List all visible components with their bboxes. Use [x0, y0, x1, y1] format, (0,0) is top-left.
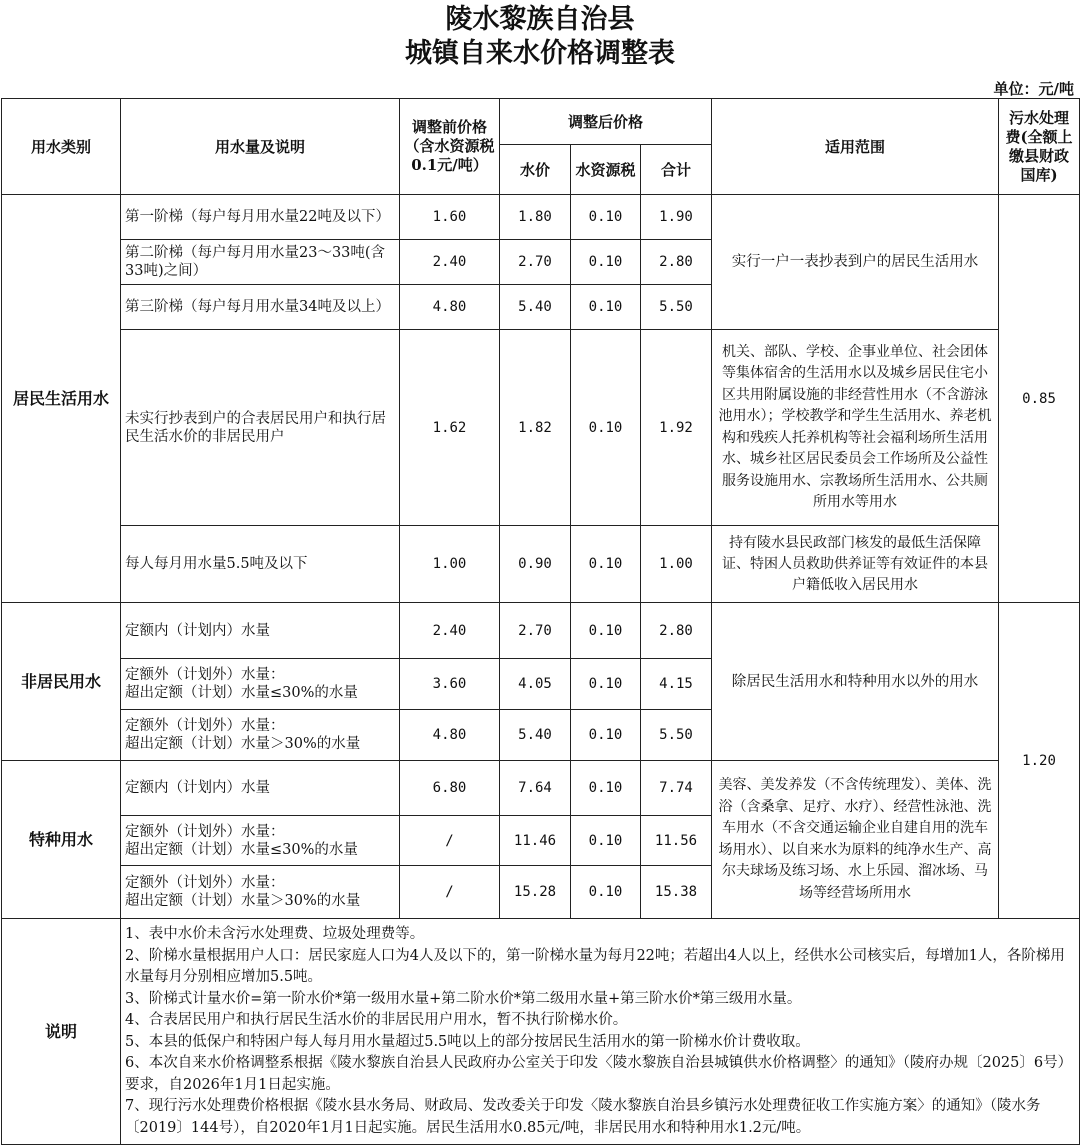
total-price: 1.00 [641, 526, 712, 603]
resource-tax: 0.10 [571, 330, 641, 526]
resource-tax: 0.10 [571, 195, 641, 240]
page-subtitle: 城镇自来水价格调整表 [405, 38, 675, 69]
total-price: 5.50 [641, 285, 712, 330]
water-price: 2.70 [500, 240, 571, 285]
before-price: / [400, 816, 500, 866]
water-price: 4.05 [500, 659, 571, 710]
header-total: 合计 [641, 145, 712, 195]
header-row-1 [2, 99, 1080, 145]
usage-desc: 第一阶梯（每户每月用水量22吨及以下） [121, 195, 400, 240]
resource-tax: 0.10 [571, 710, 641, 761]
usage-desc: 定额外（计划外）水量： 超出定额（计划）水量≤30%的水量 [121, 659, 400, 710]
water-price: 5.40 [500, 285, 571, 330]
sewage-fee-nonresident-special: 1.20 [999, 603, 1080, 919]
notes-content [121, 919, 1080, 1145]
header-after-price: 调整后价格 [500, 99, 712, 145]
note-item: 3、阶梯式计量水价=第一阶水价*第一级用水量+第二阶水价*第二级用水量+第三阶水价*第三级用水量。 [125, 990, 802, 1007]
water-price: 5.40 [500, 710, 571, 761]
total-price: 11.56 [641, 816, 712, 866]
total-price: 1.92 [641, 330, 712, 526]
table-row [2, 195, 1080, 240]
water-price: 0.90 [500, 526, 571, 603]
price-table [1, 98, 1080, 1145]
before-price: 4.80 [400, 285, 500, 330]
usage-desc: 定额外（计划外）水量： 超出定额（计划）水量≤30%的水量 [121, 816, 400, 866]
total-price: 2.80 [641, 240, 712, 285]
category-resident: 居民生活用水 [2, 195, 121, 603]
table-row [2, 603, 1080, 659]
before-price: 1.00 [400, 526, 500, 603]
usage-desc: 每人每月用水量5.5吨及以下 [121, 526, 400, 603]
resource-tax: 0.10 [571, 526, 641, 603]
sewage-fee-resident: 0.85 [999, 195, 1080, 603]
usage-desc: 定额内（计划内）水量 [121, 603, 400, 659]
usage-desc: 定额外（计划外）水量： 超出定额（计划）水量＞30%的水量 [121, 866, 400, 919]
total-price: 15.38 [641, 866, 712, 919]
water-price: 11.46 [500, 816, 571, 866]
header-sewage-fee: 污水处理费(全额上缴县财政国库) [999, 99, 1080, 195]
before-price: 1.62 [400, 330, 500, 526]
scope-nonresident: 除居民生活用水和特种用水以外的用水 [712, 603, 999, 761]
table-row [2, 330, 1080, 526]
usage-desc: 未实行抄表到户的合表居民用户和执行居民生活水价的非居民用户 [121, 330, 400, 526]
header-category: 用水类别 [2, 99, 121, 195]
resource-tax: 0.10 [571, 866, 641, 919]
category-special: 特种用水 [2, 761, 121, 919]
resource-tax: 0.10 [571, 659, 641, 710]
before-price: 4.80 [400, 710, 500, 761]
usage-desc: 定额内（计划内）水量 [121, 761, 400, 816]
usage-desc: 定额外（计划外）水量： 超出定额（计划）水量＞30%的水量 [121, 710, 400, 761]
total-price: 5.50 [641, 710, 712, 761]
resource-tax: 0.10 [571, 761, 641, 816]
resource-tax: 0.10 [571, 603, 641, 659]
resource-tax: 0.10 [571, 816, 641, 866]
note-item: 6、本次自来水价格调整系根据《陵水黎族自治县人民政府办公室关于印发〈陵水黎族自治县城镇供水价格调整〉的通知》（陵府办规〔2025〕6号）要求，自2026年1月1日起实施。 [125, 1055, 1073, 1093]
header-usage: 用水量及说明 [121, 99, 400, 195]
table-row [2, 526, 1080, 603]
before-price: 1.60 [400, 195, 500, 240]
before-price: 2.40 [400, 240, 500, 285]
scope-special: 美容、美发养发（不含传统理发）、美体、洗浴（含桑拿、足疗、水疗）、经营性泳池、洗车用水（不含交通运输企业自建自用的洗车场用水）、以自来水为原料的纯净水生产、高尔夫球场及练习场、水上乐园、溜冰场、马场等经营场所用水 [712, 761, 999, 919]
usage-desc: 第二阶梯（每户每月用水量23～33吨(含33吨)之间） [121, 240, 400, 285]
total-price: 7.74 [641, 761, 712, 816]
water-price: 15.28 [500, 866, 571, 919]
note-item: 4、合表居民用户和执行居民生活水价的非居民用户用水，暂不执行阶梯水价。 [125, 1012, 628, 1028]
note-item: 5、本县的低保户和特困户每人每月用水量超过5.5吨以上的部分按居民生活用水的第一阶梯水价计费收取。 [125, 1033, 810, 1050]
water-price: 1.80 [500, 195, 571, 240]
scope-tiered: 实行一户一表抄表到户的居民生活用水 [712, 195, 999, 330]
scope-shared: 机关、部队、学校、企事业单位、社会团体等集体宿舍的生活用水以及城乡居民住宅小区共用附属设施的非经营性用水（不含游泳池用水）；学校教学和学生生活用水、养老机构和残疾人托养机构等社会福利场所生活用水、城乡社区居民委员会工作场所及公益性服务设施用水、宗教场所生活用水、公共厕所用水等用水 [712, 330, 999, 526]
header-before-price: 调整前价格（含水资源税0.1元/吨） [400, 99, 500, 195]
unit-label: 单位：元/吨 [993, 80, 1074, 98]
scope-low-income: 持有陵水县民政部门核发的最低生活保障证、特困人员救助供养证等有效证件的本县户籍低收入居民用水 [712, 526, 999, 603]
total-price: 4.15 [641, 659, 712, 710]
before-price: 6.80 [400, 761, 500, 816]
before-price: 2.40 [400, 603, 500, 659]
before-price: 3.60 [400, 659, 500, 710]
water-price: 1.82 [500, 330, 571, 526]
page-title: 陵水黎族自治县 [445, 4, 635, 35]
note-item: 7、现行污水处理费价格根据《陵水县水务局、财政局、发改委关于印发〈陵水黎族自治县乡镇污水处理费征收工作实施方案〉的通知》（陵水务〔2019〕144号），自2020年1月1日起实施。居民生活用水0.85元/吨，非居民用水和特种用水1.2元/吨。 [125, 1098, 1041, 1136]
notes-row [2, 919, 1080, 1145]
total-price: 1.90 [641, 195, 712, 240]
usage-desc: 第三阶梯（每户每月用水量34吨及以上） [121, 285, 400, 330]
note-item: 2、阶梯水量根据用户人口：居民家庭人口为4人及以下的，第一阶梯水量为每月22吨；若超出4人以上，经供水公司核实后，每增加1人，各阶梯用水量每月分别相应增加5.5吨。 [125, 947, 1065, 985]
water-price: 2.70 [500, 603, 571, 659]
resource-tax: 0.10 [571, 285, 641, 330]
table-row [2, 761, 1080, 816]
header-scope: 适用范围 [712, 99, 999, 195]
notes-label: 说明 [2, 919, 121, 1145]
total-price: 2.80 [641, 603, 712, 659]
header-resource-tax: 水资源税 [571, 145, 641, 195]
category-nonresident: 非居民用水 [2, 603, 121, 761]
before-price: / [400, 866, 500, 919]
water-price: 7.64 [500, 761, 571, 816]
header-water-price: 水价 [500, 145, 571, 195]
resource-tax: 0.10 [571, 240, 641, 285]
note-item: 1、表中水价未含污水处理费、垃圾处理费等。 [125, 926, 425, 942]
